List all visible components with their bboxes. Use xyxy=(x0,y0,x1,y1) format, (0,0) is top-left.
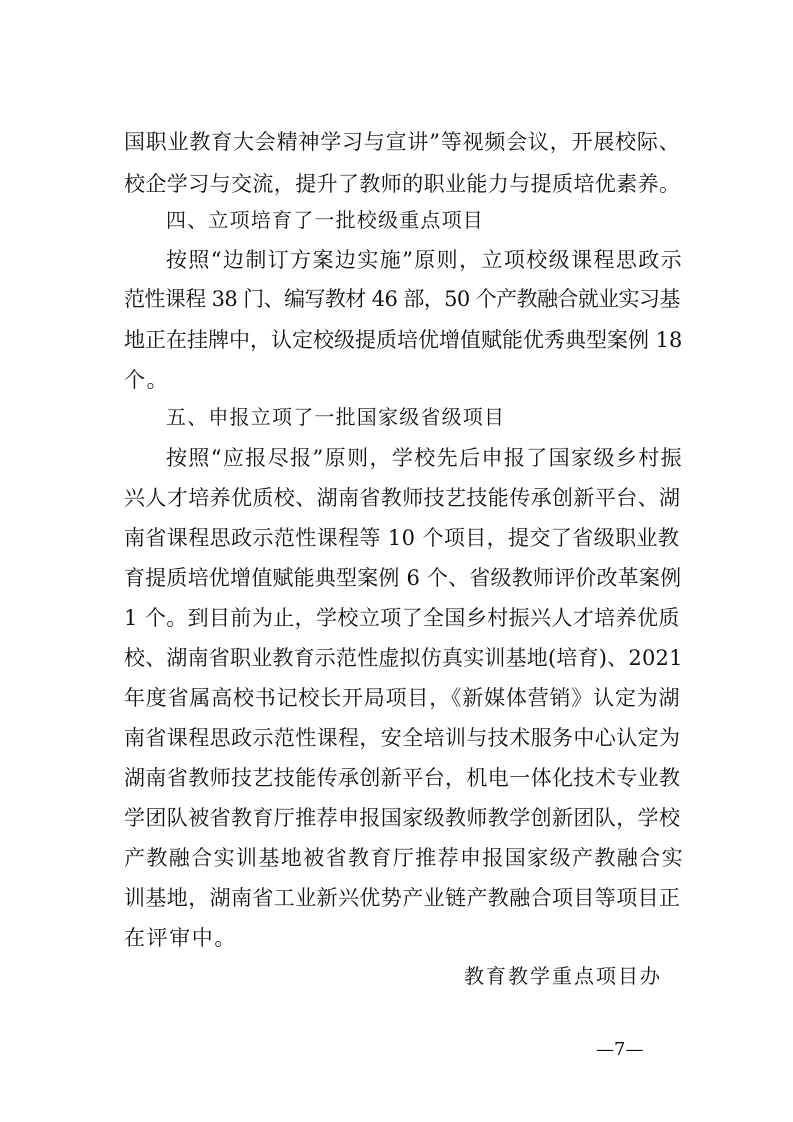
body-text-line: 学团队被省教育厅推荐申报国家级教师教学创新团队，学校 xyxy=(124,806,681,830)
section-heading-5: 五、申报立项了一批国家级省级项目 xyxy=(166,405,506,429)
body-text-line: 范性课程 38 门、编写教材 46 部，50 个产教融合就业实习基 xyxy=(124,287,680,311)
body-text-line: 1 个。到目前为止，学校立项了全国乡村振兴人才培养优质 xyxy=(124,606,680,630)
body-text-line: 校企学习与交流，提升了教师的职业能力与提质培优素养。 xyxy=(124,172,681,196)
body-text-line: 校、湖南省职业教育示范性虚拟仿真实训基地(培育)、2021 xyxy=(124,646,683,670)
body-text-line: 训基地，湖南省工业新兴优势产业链产教融合项目等项目正 xyxy=(124,886,681,910)
body-text-line: 兴人才培养优质校、湖南省教师技艺技能传承创新平台、湖 xyxy=(124,486,681,510)
body-text-line: 个。 xyxy=(124,368,170,392)
body-text-line: 南省课程思政示范性课程等 10 个项目，提交了省级职业教 xyxy=(124,526,680,550)
body-text-line: 地正在挂牌中，认定校级提质培优增值赋能优秀典型案例 18 xyxy=(124,328,683,352)
body-text-line: 在评审中。 xyxy=(124,926,237,950)
body-text-line: 国职业教育大会精神学习与宣讲”等视频会议，开展校际、 xyxy=(124,130,681,154)
body-text-line: 育提质培优增值赋能典型案例 6 个、省级教师评价改革案例 xyxy=(124,566,682,590)
body-text-line: 产教融合实训基地被省教育厅推荐申报国家级产教融合实 xyxy=(124,846,684,870)
body-text-line: 年度省属高校书记校长开局项目，《新媒体营销》认定为湖 xyxy=(124,686,681,710)
section-heading-4: 四、立项培育了一批校级重点项目 xyxy=(166,208,484,232)
body-text-line: 按照“应报尽报”原则，学校先后申报了国家级乡村振 xyxy=(166,446,684,470)
body-text-line: 南省课程思政示范性课程，安全培训与技术服务中心认定为 xyxy=(124,726,681,750)
page-number: —7— xyxy=(596,1039,644,1060)
signature: 教育教学重点项目办 xyxy=(464,964,662,988)
body-text-line: 按照“边制订方案边实施”原则，立项校级课程思政示 xyxy=(166,248,684,272)
body-text-line: 湖南省教师技艺技能传承创新平台，机电一体化技术专业教 xyxy=(124,766,681,790)
